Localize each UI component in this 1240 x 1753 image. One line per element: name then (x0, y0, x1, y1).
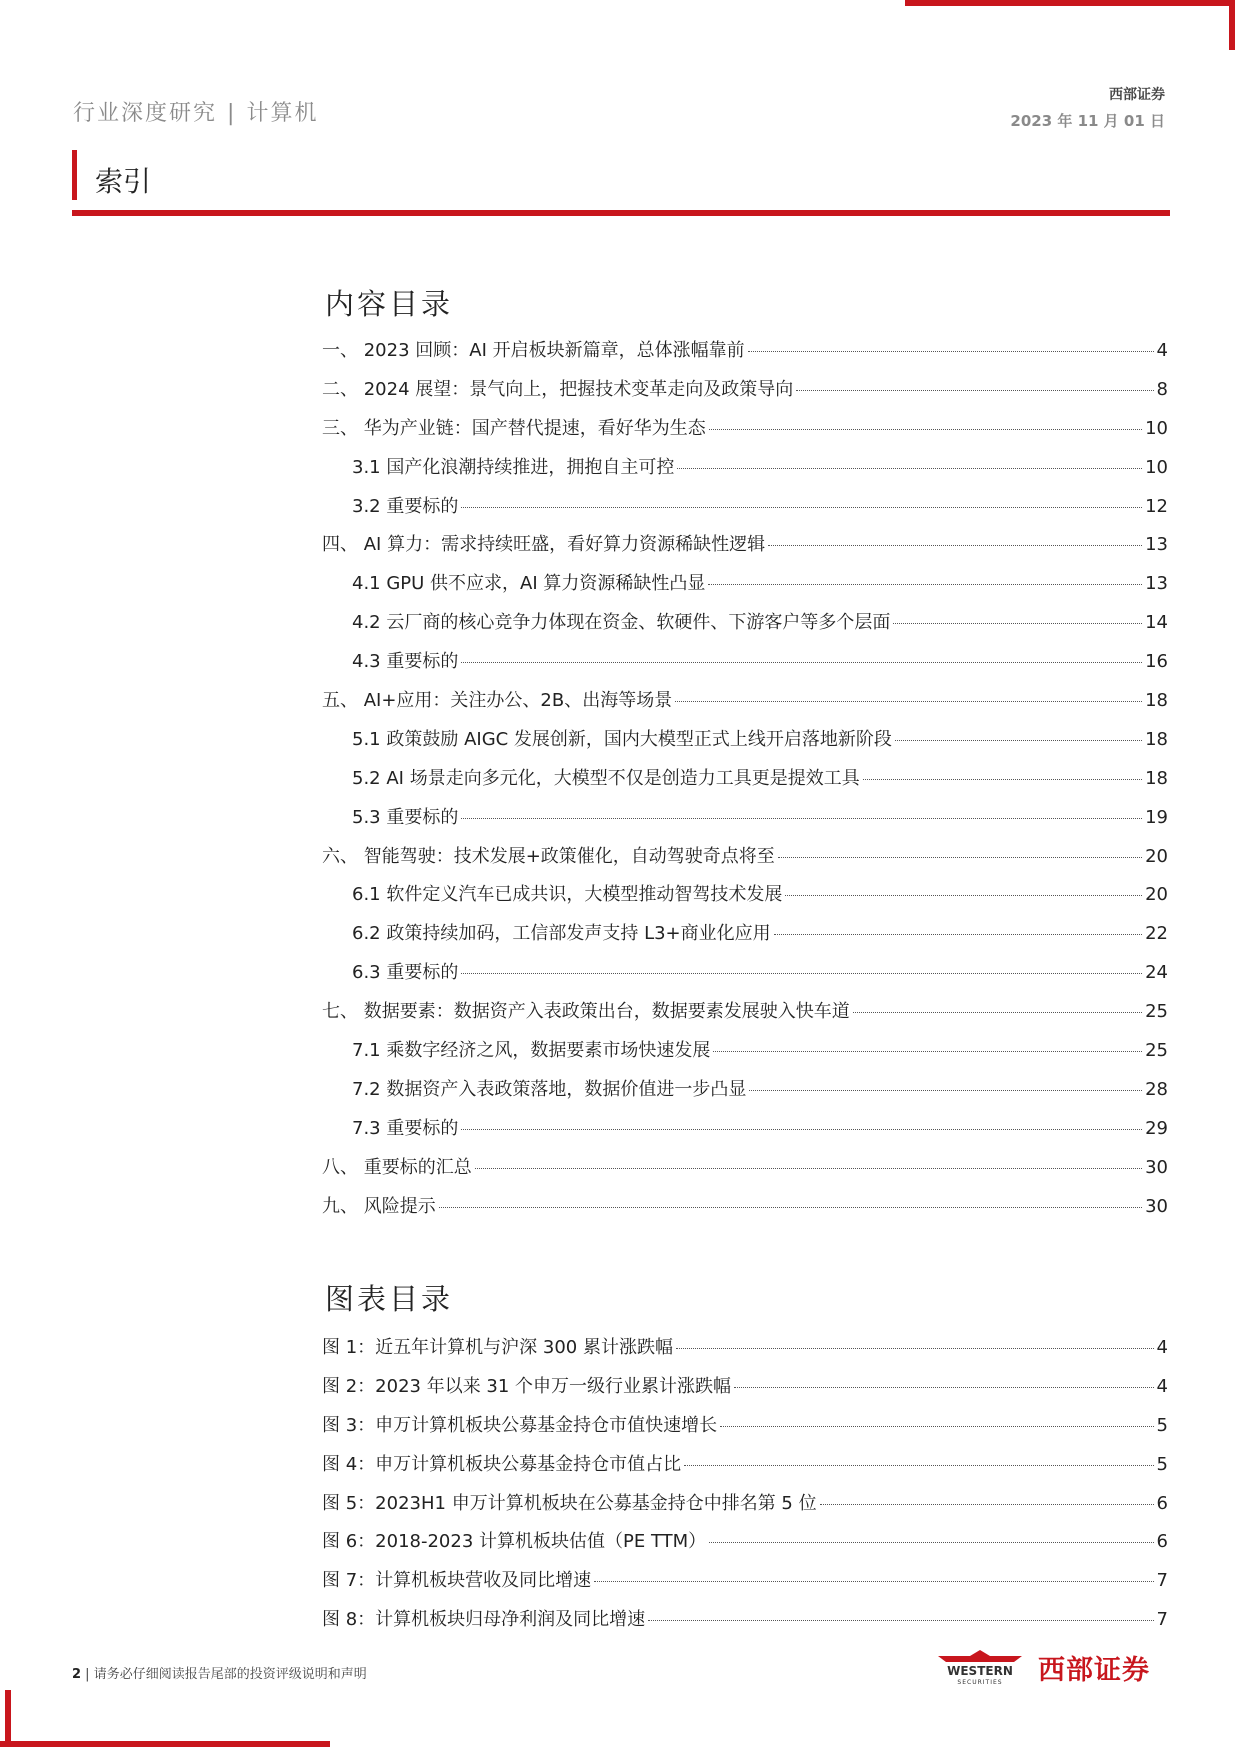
toc-entry[interactable] (322, 1192, 1168, 1231)
toc-entry-label: 六、 智能驾驶：技术发展+政策催化，自动驾驶奇点将至 (322, 845, 775, 867)
toc-entry-label: 八、 重要标的汇总 (322, 1156, 472, 1178)
section-divider (72, 210, 1170, 216)
toc-entry[interactable] (322, 725, 1168, 764)
toc-entry[interactable] (322, 569, 1168, 608)
toc-entry-page: 12 (1145, 495, 1168, 517)
figure-entry-label: 图 8：计算机板块归母净利润及同比增速 (322, 1609, 646, 1631)
dot-leader (893, 623, 1142, 624)
figure-entry[interactable] (322, 1566, 1168, 1605)
dot-leader (778, 857, 1142, 858)
toc-entry[interactable] (322, 647, 1168, 686)
report-date: 2023 年 11 月 01 日 (1010, 112, 1165, 130)
toc-entry-page: 4 (1156, 340, 1168, 361)
toc-entry-label: 7.3 重要标的 (352, 1117, 459, 1139)
figure-entry-page: 6 (1156, 1492, 1168, 1514)
toc-entry[interactable] (322, 803, 1168, 842)
toc-entry-page: 18 (1145, 767, 1168, 789)
dot-leader (461, 818, 1142, 819)
toc-entry[interactable] (322, 880, 1168, 919)
company-logo (930, 1648, 1150, 1687)
header-meta (1010, 84, 1165, 131)
toc-entry-label: 3.2 重要标的 (352, 495, 459, 517)
figure-entry-page: 4 (1156, 1337, 1168, 1358)
report-category (73, 96, 318, 127)
toc-entry-page: 24 (1145, 962, 1168, 984)
logo-cn-text: 西部证券 (1038, 1655, 1150, 1686)
corner-decoration-bottom-left (5, 1690, 11, 1747)
figure-entry-label: 图 5：2023H1 申万计算机板块在公募基金持仓中排名第 5 位 (322, 1492, 817, 1514)
logo-en-text: WESTERN (947, 1663, 1013, 1678)
toc-entry[interactable] (322, 1114, 1168, 1153)
figure-entry[interactable] (322, 1411, 1168, 1450)
toc-entry-page: 8 (1156, 378, 1168, 400)
figure-entry[interactable] (322, 1450, 1168, 1489)
corner-decoration-top (905, 0, 1235, 6)
logo-sub-text: SECURITIES (957, 1678, 1003, 1686)
dot-leader (461, 973, 1142, 974)
dot-leader (708, 584, 1142, 585)
section-title: 索引 (95, 165, 152, 198)
page-number: 2 (72, 1667, 82, 1682)
toc-entry[interactable] (322, 1153, 1168, 1192)
dot-leader (676, 1348, 1154, 1349)
toc-entry-label: 5.2 AI 场景走向多元化，大模型不仅是创造力工具更是提效工具 (352, 767, 860, 789)
toc-entry-label: 7.2 数据资产入表政策落地，数据价值进一步凸显 (352, 1078, 747, 1100)
toc-entry-label: 4.1 GPU 供不应求，AI 算力资源稀缺性凸显 (352, 573, 706, 595)
figure-entry-page: 7 (1156, 1570, 1168, 1592)
toc-entry[interactable] (322, 919, 1168, 958)
dot-leader (713, 1051, 1142, 1052)
dot-leader (796, 390, 1153, 391)
toc-entry[interactable] (322, 414, 1168, 453)
figure-entry-label: 图 2：2023 年以来 31 个申万一级行业累计涨跌幅 (322, 1375, 732, 1397)
figure-entry[interactable] (322, 1527, 1168, 1566)
toc-entry-page: 16 (1145, 651, 1168, 673)
toc-entry-label: 5.3 重要标的 (352, 806, 459, 828)
toc-entry-page: 10 (1145, 456, 1168, 478)
dot-leader (475, 1168, 1142, 1169)
dot-leader (461, 662, 1142, 663)
toc-entry-page: 20 (1145, 884, 1168, 906)
figure-entry[interactable] (322, 1605, 1168, 1644)
dot-leader (439, 1207, 1142, 1208)
toc-entry-page: 25 (1145, 1040, 1168, 1062)
dot-leader (749, 1090, 1142, 1091)
figure-entry[interactable] (322, 1372, 1168, 1411)
toc-entry-page: 18 (1145, 728, 1168, 750)
toc-entry-label: 5.1 政策鼓励 AIGC 发展创新，国内大模型正式上线开启落地新阶段 (352, 728, 892, 750)
toc-entry-label: 3.1 国产化浪潮持续推进，拥抱自主可控 (352, 456, 675, 478)
toc-entry[interactable] (322, 1075, 1168, 1114)
toc-entry-page: 29 (1145, 1117, 1168, 1139)
header-separator: | (227, 101, 237, 126)
toc-entry-label: 4.2 云厂商的核心竞争力体现在资金、软硬件、下游客户等多个层面 (352, 612, 891, 634)
dot-leader (720, 1426, 1153, 1427)
toc-entry-page: 25 (1145, 1001, 1168, 1023)
toc-entry-page: 30 (1145, 1195, 1168, 1217)
toc-entry[interactable] (322, 492, 1168, 531)
dot-leader (709, 1542, 1153, 1543)
toc-entry-page: 30 (1145, 1156, 1168, 1178)
dot-leader (734, 1387, 1153, 1388)
toc-entry[interactable] (322, 842, 1168, 881)
dot-leader (684, 1465, 1153, 1466)
dot-leader (863, 779, 1142, 780)
figure-entry-page: 7 (1156, 1609, 1168, 1631)
toc-entry-label: 7.1 乘数字经济之风，数据要素市场快速发展 (352, 1040, 711, 1062)
toc-entry-page: 14 (1145, 612, 1168, 634)
toc-entry-page: 18 (1145, 690, 1168, 712)
figure-entry-page: 6 (1156, 1531, 1168, 1553)
dot-leader (820, 1504, 1154, 1505)
toc-entry[interactable] (322, 375, 1168, 414)
figure-entry-page: 5 (1156, 1414, 1168, 1436)
toc-entry-page: 19 (1145, 806, 1168, 828)
toc-entry-page: 20 (1145, 845, 1168, 867)
header-brand: 西部证券 (1109, 87, 1165, 103)
toc-entry-label: 四、 AI 算力：需求持续旺盛，看好算力资源稀缺性逻辑 (322, 534, 766, 556)
toc-entry-page: 22 (1145, 923, 1168, 945)
figure-entry-label: 图 7：计算机板块营收及同比增速 (322, 1570, 592, 1592)
dot-leader (594, 1581, 1153, 1582)
toc-entry-label: 二、 2024 展望：景气向上，把握技术变革走向及政策导向 (322, 378, 794, 400)
figure-entry-page: 4 (1156, 1375, 1168, 1397)
figure-entry-label: 图 3：申万计算机板块公募基金持仓市值快速增长 (322, 1414, 718, 1436)
dot-leader (853, 1012, 1142, 1013)
corner-decoration-bottom (0, 1741, 330, 1747)
dot-leader (709, 429, 1142, 430)
figures-heading: 图表目录 (325, 1282, 454, 1316)
dot-leader (768, 545, 1142, 546)
toc-entry-label: 一、 2023 回顾：AI 开启板块新篇章，总体涨幅靠前 (322, 340, 745, 361)
report-type: 行业深度研究 (73, 101, 218, 126)
logo-mark-icon (930, 1650, 1030, 1686)
dot-leader (677, 468, 1142, 469)
toc-entry-page: 13 (1145, 534, 1168, 556)
section-accent-bar (72, 150, 77, 200)
dot-leader (461, 507, 1142, 508)
toc-entry-label: 6.3 重要标的 (352, 962, 459, 984)
dot-leader (895, 740, 1142, 741)
figure-entry-label: 图 1：近五年计算机与沪深 300 累计涨跌幅 (322, 1337, 673, 1358)
toc-entry-label: 五、 AI+应用：关注办公、2B、出海等场景 (322, 690, 673, 712)
figure-entry[interactable] (322, 1333, 1168, 1372)
toc-entry[interactable] (322, 764, 1168, 803)
corner-decoration-top-right (1229, 0, 1235, 50)
figures-list (322, 1333, 1168, 1644)
dot-leader (774, 934, 1142, 935)
figure-entry[interactable] (322, 1489, 1168, 1528)
toc-entry-label: 九、 风险提示 (322, 1195, 436, 1217)
toc-entry[interactable] (322, 686, 1168, 725)
toc-entry[interactable] (322, 1036, 1168, 1075)
toc-heading: 内容目录 (325, 287, 454, 321)
figure-entry-label: 图 4：申万计算机板块公募基金持仓市值占比 (322, 1453, 682, 1475)
toc-entry[interactable] (322, 530, 1168, 569)
toc-list (322, 336, 1168, 1230)
dot-leader (461, 1129, 1142, 1130)
dot-leader (675, 701, 1142, 702)
figure-entry-page: 5 (1156, 1453, 1168, 1475)
industry-name: 计算机 (246, 101, 319, 126)
figure-entry-label: 图 6：2018-2023 计算机板块估值（PE TTM） (322, 1531, 707, 1553)
footer-disclaimer: 2 | 请务必仔细阅读报告尾部的投资评级说明和声明 (72, 1667, 367, 1682)
toc-entry[interactable] (322, 336, 1168, 375)
dot-leader (785, 895, 1142, 896)
toc-entry-label: 三、 华为产业链：国产替代提速，看好华为生态 (322, 417, 706, 439)
toc-entry[interactable] (322, 997, 1168, 1036)
toc-entry-label: 4.3 重要标的 (352, 651, 459, 673)
toc-entry-page: 13 (1145, 573, 1168, 595)
toc-entry[interactable] (322, 453, 1168, 492)
disclaimer-text: 请务必仔细阅读报告尾部的投资评级说明和声明 (93, 1667, 367, 1682)
toc-entry-page: 28 (1145, 1078, 1168, 1100)
toc-entry-label: 七、 数据要素：数据资产入表政策出台，数据要素发展驶入快车道 (322, 1001, 850, 1023)
toc-entry-label: 6.1 软件定义汽车已成共识，大模型推动智驾技术发展 (352, 884, 783, 906)
toc-entry-page: 10 (1145, 417, 1168, 439)
toc-entry[interactable] (322, 608, 1168, 647)
toc-entry[interactable] (322, 958, 1168, 997)
dot-leader (648, 1620, 1153, 1621)
toc-entry-label: 6.2 政策持续加码，工信部发声支持 L3+商业化应用 (352, 923, 771, 945)
dot-leader (748, 351, 1154, 352)
